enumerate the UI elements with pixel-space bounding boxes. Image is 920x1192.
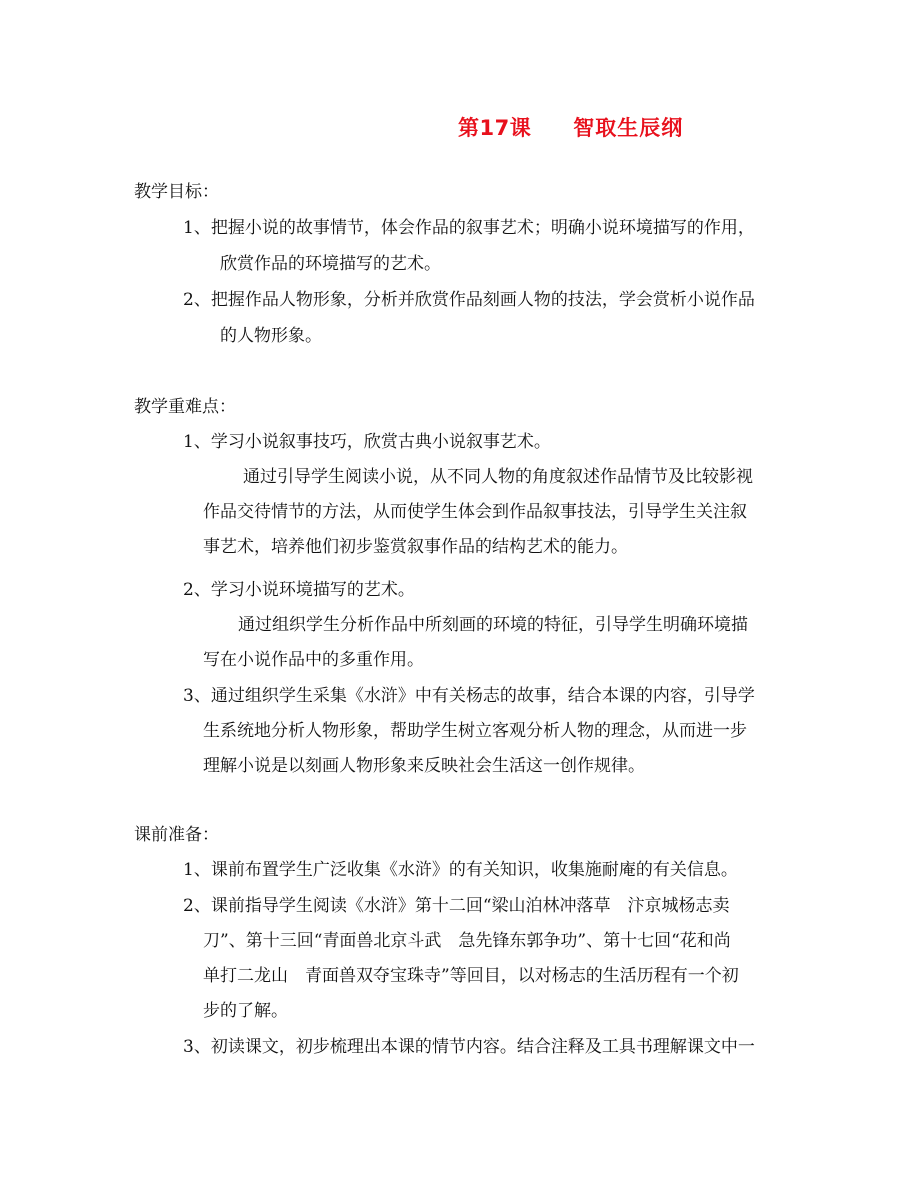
lesson-number: 第17课: [458, 116, 532, 140]
key-points-line: 3、通过组织学生采集《水浒》中有关杨志的故事，结合本课的内容，引导学: [183, 686, 755, 706]
prep-line: 2、课前指导学生阅读《水浒》第十二回“梁山泊林冲落草 汴京城杨志卖: [183, 896, 730, 916]
key-points-line: 理解小说是以刻画人物形象来反映社会生活这一创作规律。: [203, 756, 645, 776]
key-points-heading: 教学重难点：: [134, 397, 236, 417]
key-points-line: 通过引导学生阅读小说，从不同人物的角度叙述作品情节及比较影视: [243, 467, 753, 487]
goals-line: 1、把握小说的故事情节，体会作品的叙事艺术；明确小说环境描写的作用，: [183, 218, 755, 238]
goals-line: 欣赏作品的环境描写的艺术。: [220, 254, 441, 274]
goals-line: 2、把握作品人物形象，分析并欣赏作品刻画人物的技法，学会赏析小说作品: [183, 290, 755, 310]
key-points-line: 通过组织学生分析作品中所刻画的环境的特征，引导学生明确环境描: [238, 615, 748, 635]
prep-line: 步的了解。: [203, 1001, 288, 1021]
key-points-line: 作品交待情节的方法，从而使学生体会到作品叙事技法，引导学生关注叙: [203, 502, 747, 522]
prep-line: 1、课前布置学生广泛收集《水浒》的有关知识，收集施耐庵的有关信息。: [183, 860, 738, 880]
key-points-line: 生系统地分析人物形象，帮助学生树立客观分析人物的理念，从而进一步: [203, 721, 747, 741]
key-points-line: 1、学习小说叙事技巧，欣赏古典小说叙事艺术。: [183, 432, 551, 452]
goals-heading: 教学目标：: [134, 182, 219, 202]
prep-line: 单打二龙山 青面兽双夺宝珠寺”等回目，以对杨志的生活历程有一个初: [203, 966, 739, 986]
prep-line: 刀”、第十三回“青面兽北京斗武 急先锋东郭争功”、第十七回“花和尚: [203, 931, 731, 951]
lesson-title: [458, 112, 683, 142]
key-points-line: 写在小说作品中的多重作用。: [203, 650, 424, 670]
prep-heading: 课前准备：: [134, 825, 219, 845]
goals-line: 的人物形象。: [220, 326, 322, 346]
lesson-name: 智取生辰纲: [573, 116, 684, 140]
key-points-line: 事艺术，培养他们初步鉴赏叙事作品的结构艺术的能力。: [203, 537, 628, 557]
key-points-line: 2、学习小说环境描写的艺术。: [183, 580, 415, 600]
prep-line: 3、初读课文，初步梳理出本课的情节内容。结合注释及工具书理解课文中一: [183, 1037, 755, 1057]
